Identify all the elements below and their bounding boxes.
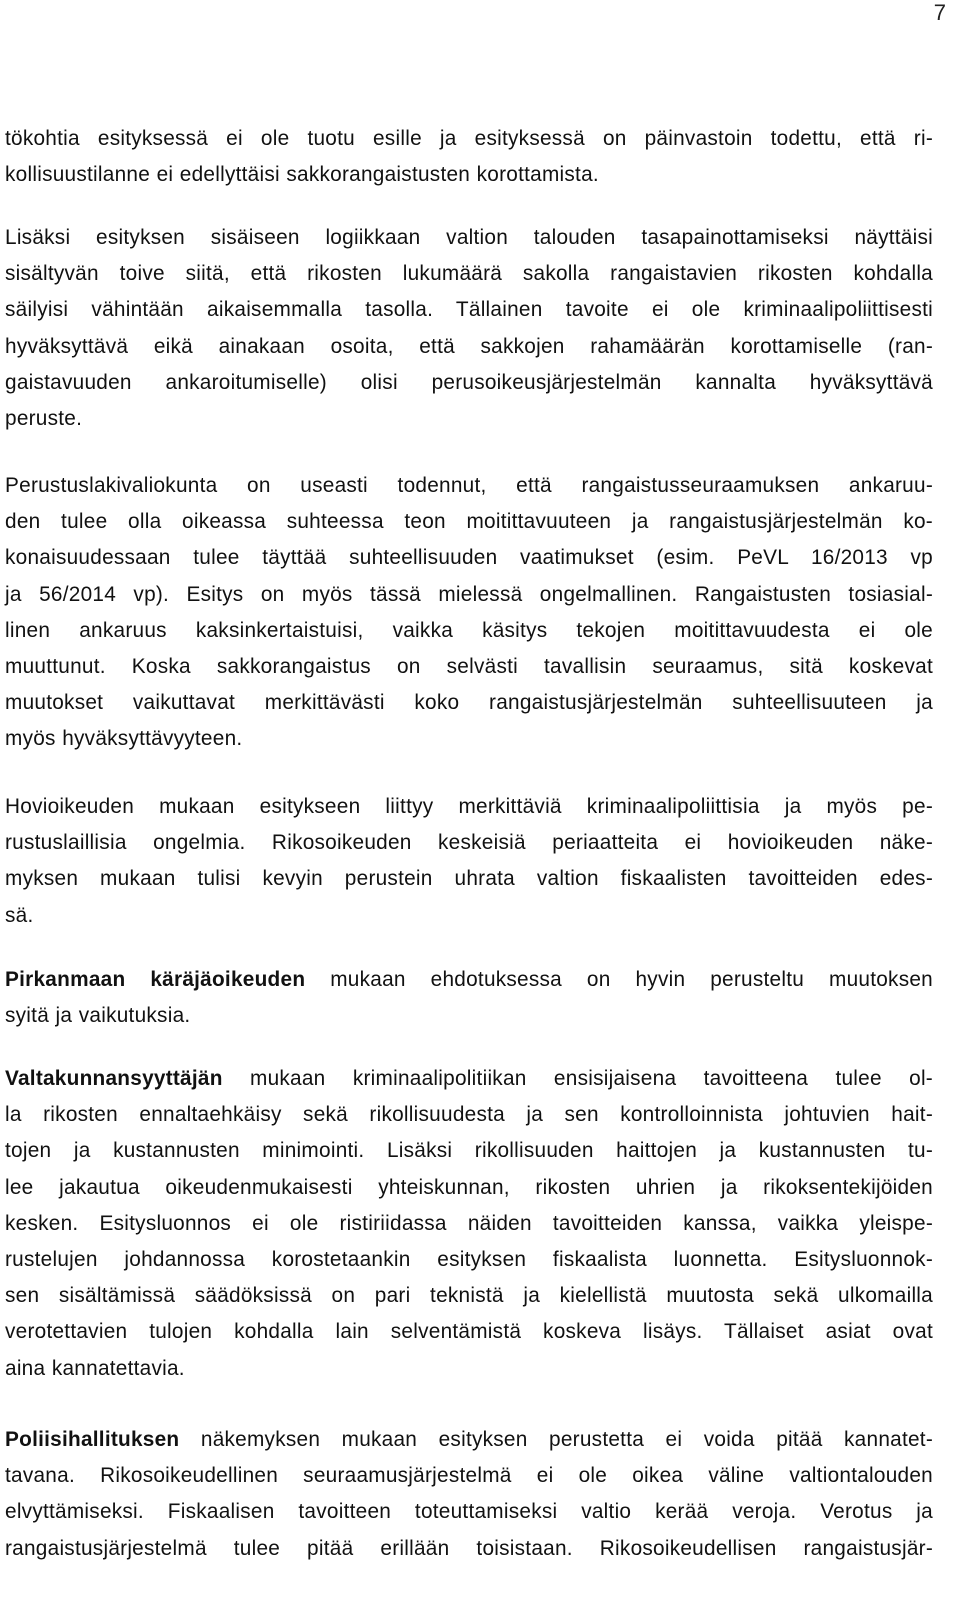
page-number: 7: [933, 0, 946, 25]
paragraph-3: [5, 468, 933, 758]
text-line: verotettavien tulojen kohdalla lain selventämistä koskeva lisäys. Tällaiset asiat ovat: [5, 1320, 933, 1344]
text-line: [5, 962, 933, 998]
text-line: myksen mukaan tulisi kevyin perustein uhrata valtion fiskaalisten tavoitteiden edes-: [5, 867, 933, 891]
text-line: elvyttämiseksi. Fiskaalisen tavoitteen toteuttamiseksi valtio kerää veroja. Verotus ja: [5, 1500, 933, 1524]
text-line: konaisuudessaan tulee täyttää suhteellisuuden vaatimukset (esim. PeVL 16/2013 vp: [5, 546, 933, 570]
text-line: sisältyvän toive siitä, että rikosten lukumäärä sakolla rangaistavien rikosten kohdalla: [5, 262, 933, 286]
text-line: gaistavuuden ankaroitumiselle) olisi perusoikeusjärjestelmän kannalta hyväksyttävä: [5, 370, 933, 394]
text-line: tökohtia esityksessä ei ole tuotu esille ja esityksessä on päinvastoin todettu, että ri-: [5, 127, 933, 150]
paragraph-lead: Valtakunnansyyttäjän: [5, 1067, 223, 1090]
text-line: muuttunut. Koska sakkorangaistus on selvästi tavallisin seuraamus, sitä koskevat: [5, 655, 933, 679]
text-line: linen ankaruus kaksinkertaistuisi, vaikka käsitys tekojen moitittavuudesta ei ole: [5, 618, 933, 642]
text-line: rangaistusjärjestelmä tulee pitää erillään toisistaan. Rikosoikeudellisen rangaistusjär-: [5, 1536, 933, 1560]
text-line: kollisuustilanne ei edellyttäisi sakkorangaistusten korottamista.: [5, 163, 599, 187]
text-line: Hovioikeuden mukaan esitykseen liittyy merkittäviä kriminaalipoliittisia ja myös pe-: [5, 795, 933, 818]
paragraph-4: [5, 789, 933, 934]
paragraph-lead: Poliisihallituksen: [5, 1428, 180, 1451]
text-line: syitä ja vaikutuksia.: [5, 1004, 191, 1028]
text-line: sen sisältämissä säädöksissä on pari teknistä ja kielellistä muutosta sekä ulkomailla: [5, 1284, 933, 1308]
text-line: la rikosten ennaltaehkäisy sekä rikollisuudesta ja sen kontrolloinnista johtuvien hait-: [5, 1103, 933, 1127]
text-run: mukaan kriminaalipolitiikan ensisijaisena tavoitteena tulee ol-: [222, 1067, 933, 1090]
text-line: peruste.: [5, 407, 83, 431]
text-line: tojen ja kustannusten minimointi. Lisäksi rikollisuuden haittojen ja kustannusten tu-: [5, 1139, 933, 1163]
text-line: sä.: [5, 903, 34, 927]
text-line: tavana. Rikosoikeudellinen seuraamusjärjestelmä ei ole oikea väline valtiontalouden: [5, 1464, 933, 1488]
text-line: muutokset vaikuttavat merkittävästi koko rangaistusjärjestelmän suhteellisuuteen ja: [5, 691, 933, 715]
text-line: Perustuslakivaliokunta on useasti todennut, että rangaistusseuraamuksen ankaruu-: [5, 474, 933, 497]
text-line: Lisäksi esityksen sisäiseen logiikkaan valtion talouden tasapainottamiseksi näyttäisi: [5, 226, 933, 249]
paragraph-5: [5, 962, 933, 1034]
text-line: rustelujen johdannossa korostetaankin esityksen fiskaalista luonnetta. Esitysluonnok-: [5, 1248, 933, 1272]
text-line: lee jakautua oikeudenmukaisesti yhteiskunnan, rikosten uhrien ja rikoksentekijöiden: [5, 1175, 933, 1199]
text-line: ja 56/2014 vp). Esitys on myös tässä mielessä ongelmallinen. Rangaistusten tosiasial-: [5, 582, 933, 606]
text-line: [5, 1061, 933, 1097]
text-line: säilyisi vähintään aikaisemmalla tasolla. Tällainen tavoite ei ole kriminaalipoliittisesti: [5, 298, 933, 322]
paragraph-2: [5, 220, 933, 437]
paragraph-6: [5, 1061, 933, 1387]
text-line: myös hyväksyttävyyteen.: [5, 727, 243, 751]
text-line: aina kannatettavia.: [5, 1356, 185, 1380]
text-line: kesken. Esitysluonnos ei ole ristiriidassa näiden tavoitteiden kanssa, vaikka yleispe-: [5, 1211, 933, 1235]
paragraph-7: [5, 1422, 933, 1567]
text-run: näkemyksen mukaan esityksen perustetta ei voida pitää kannatet-: [179, 1428, 933, 1451]
paragraph-1: [5, 121, 933, 193]
text-line: [5, 1422, 933, 1458]
text-line: rustuslaillisia ongelmia. Rikosoikeuden keskeisiä periaatteita ei hovioikeuden näke-: [5, 831, 933, 855]
text-run: mukaan ehdotuksessa on hyvin perusteltu muutoksen: [305, 968, 933, 991]
text-line: den tulee olla oikeassa suhteessa teon moitittavuuteen ja rangaistusjärjestelmän ko-: [5, 510, 933, 534]
text-line: hyväksyttävä eikä ainakaan osoita, että sakkojen rahamäärän korottamiselle (ran-: [5, 334, 933, 358]
paragraph-lead: Pirkanmaan käräjäoikeuden: [5, 968, 306, 991]
